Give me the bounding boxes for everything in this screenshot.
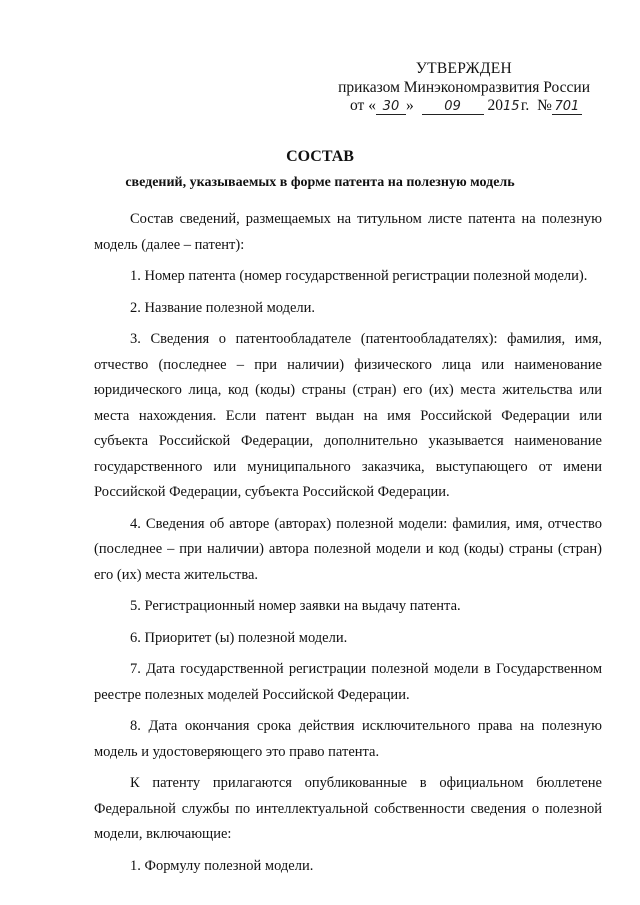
paragraph-item-5: 5. Регистрационный номер заявки на выдачу патента. xyxy=(130,598,461,614)
paragraph-item-7: 7. Дата государственной регистрации полезной модели в Государственном реестре полезных моделей Российской Федерации. xyxy=(94,661,602,703)
document-body xyxy=(94,207,602,885)
paragraph-item-8: 8. Дата окончания срока действия исключительного права на полезную модель и удостоверяющего это право патента. xyxy=(94,718,602,760)
number-prefix: № xyxy=(537,97,552,114)
document-title: СОСТАВ xyxy=(286,148,354,165)
paragraph-intro: Состав сведений, размещаемых на титульном листе патента на полезную модель (далее – патент): xyxy=(94,211,602,253)
paragraph-item-2: 2. Название полезной модели. xyxy=(130,299,316,316)
approval-block xyxy=(330,60,600,115)
date-day-close: » xyxy=(405,97,414,114)
approval-title: УТВЕРЖДЕН xyxy=(415,60,512,77)
handwritten-year: 15 xyxy=(502,99,520,114)
handwritten-order-number: 701 xyxy=(552,100,582,115)
year-suffix: г. xyxy=(520,97,530,114)
date-prefix: от « xyxy=(350,97,376,114)
handwritten-day: 30 xyxy=(376,100,406,115)
document-subtitle: сведений, указываемых в форме патента на полезную модель xyxy=(125,175,515,190)
paragraph-attachment-1: 1. Формулу полезной модели. xyxy=(130,857,314,874)
approval-date-line xyxy=(330,97,600,115)
paragraph-item-6: 6. Приоритет (ы) полезной модели. xyxy=(130,629,348,646)
paragraph-item-1: 1. Номер патента (номер государственной регистрации полезной модели). xyxy=(130,268,588,284)
paragraph-attachments: К патенту прилагаются опубликованные в официальном бюллетене Федеральной службы по интеллектуальной собственности сведения о полезной модели, включающие: xyxy=(94,775,602,842)
handwritten-month: 09 xyxy=(422,100,484,115)
year-prefix: 20 xyxy=(487,97,503,114)
paragraph-item-4: 4. Сведения об авторе (авторах) полезной модели: фамилия, имя, отчество (последнее – при наличии) автора полезной модели и код (коды) страны (стран) его (их) места жительства. xyxy=(94,515,602,583)
approval-order-line: приказом Минэкономразвития России xyxy=(338,79,590,96)
paragraph-item-3: 3. Сведения о патентообладателе (патентообладателях): фамилия, имя, отчество (последнее – при наличии) физического лица или наименование юридического лица, код (коды) страны (стран) его (их) места жительства или места нахождения. Если патент выдан на имя Российской Федерации или субъекта Российской Федерации, дополнительно указывается наименование государственного или муниципального заказчика, выступающего от имени Российской Федерации, субъекта Российской Федерации. xyxy=(94,331,602,500)
